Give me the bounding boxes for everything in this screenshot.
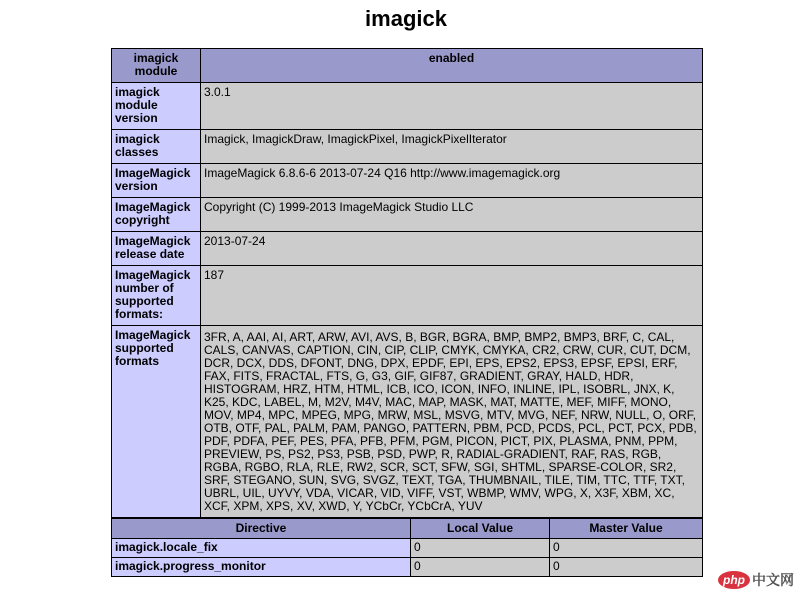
module-header-cell: imagick module: [112, 49, 201, 83]
table-row: [112, 232, 703, 266]
row-label: ImageMagick version: [112, 164, 201, 198]
table-row: [112, 539, 703, 558]
row-label: imagick module version: [112, 83, 201, 130]
row-label: ImageMagick number of supported formats:: [112, 266, 201, 326]
table-row: [112, 83, 703, 130]
supported-formats-value: 3FR, A, AAI, AI, ART, ARW, AVI, AVS, B, BGR, BGRA, BMP, BMP2, BMP3, BRF, C, CAL, CALS, CANVAS, CAPTION, CIN, CIP, CLIP, CMYK, CMYKA, CR2, CRW, CUR, CUT, DCM, DCR, DCX, DDS, DFONT, DNG, DPX, EPDF, EPI, EPS, EPS2, EPS3, EPSF, EPSI, ERF, FAX, FITS, FRACTAL, FTS, G, G3, GIF, GIF87, GRADIENT, GRAY, HALD, HDR, HISTOGRAM, HRZ, HTM, HTML, ICB, ICO, ICON, INFO, INLINE, IPL, ISOBRL, JNX, K, K25, KDC, LABEL, M, M2V, M4V, MAC, MAP, MASK, MAT, MATTE, MEF, MIFF, MONO, MOV, MP4, MPC, MPEG, MPG, MRW, MSL, MSVG, MTV, MVG, NEF, NRW, NULL, O, ORF, OTB, OTF, PAL, PALM, PAM, PANGO, PATTERN, PBM, PCD, PCDS, PCL, PCT, PCX, PDB, PDF, PDFA, PEF, PES, PFA, PFB, PFM, PGM, PICON, PICT, PIX, PLASMA, PNM, PPM, PREVIEW, PS, PS2, PS3, PSB, PSD, PWP, R, RADIAL-GRADIENT, RAF, RAS, RGB, RGBA, RGBO, RLA, RLE, RW2, SCR, SCT, SFW, SGI, SHTML, SPARSE-COLOR, SR2, SRF, STEGANO, SUN, SVG, SVGZ, TEXT, TGA, THUMBNAIL, TILE, TIM, TTC, TTF, TXT, UBRL, UIL, UYVY, VDA, VICAR, VID, VIFF, VST, WBMP, WMV, WPG, X, X3F, XBM, XC, XCF, XPM, XPS, XV, XWD, Y, YCbCr, YCbCrA, YUV: [201, 326, 703, 518]
local-value-header: Local Value: [411, 519, 550, 539]
row-value: ImageMagick 6.8.6-6 2013-07-24 Q16 http://www.imagemagick.org: [201, 164, 703, 198]
row-value: 2013-07-24: [201, 232, 703, 266]
table-row: [112, 266, 703, 326]
row-label: ImageMagick release date: [112, 232, 201, 266]
table-header-row: [112, 49, 703, 83]
site-watermark: [718, 570, 794, 590]
directive-table: [111, 518, 703, 577]
directive-name: imagick.progress_monitor: [112, 558, 411, 577]
php-logo-icon: php: [718, 571, 750, 589]
master-value-header: Master Value: [550, 519, 703, 539]
local-value: 0: [411, 558, 550, 577]
master-value: 0: [550, 539, 703, 558]
table-row: [112, 558, 703, 577]
row-value: 187: [201, 266, 703, 326]
table-header-row: [112, 519, 703, 539]
table-row: [112, 130, 703, 164]
table-row: [112, 326, 703, 518]
watermark-text: 中文网: [752, 572, 794, 588]
table-row: [112, 198, 703, 232]
directive-name: imagick.locale_fix: [112, 539, 411, 558]
row-value: Imagick, ImagickDraw, ImagickPixel, ImagickPixelIterator: [201, 130, 703, 164]
page-title: imagick: [365, 6, 447, 31]
row-value: Copyright (C) 1999-2013 ImageMagick Studio LLC: [201, 198, 703, 232]
master-value: 0: [550, 558, 703, 577]
table-row: [112, 164, 703, 198]
directive-header: Directive: [112, 519, 411, 539]
status-header-cell: enabled: [201, 49, 703, 83]
imagick-info-table: [111, 48, 703, 518]
row-value: 3.0.1: [201, 83, 703, 130]
row-label: ImageMagick copyright: [112, 198, 201, 232]
row-label: imagick classes: [112, 130, 201, 164]
local-value: 0: [411, 539, 550, 558]
row-label: ImageMagick supported formats: [112, 326, 201, 518]
